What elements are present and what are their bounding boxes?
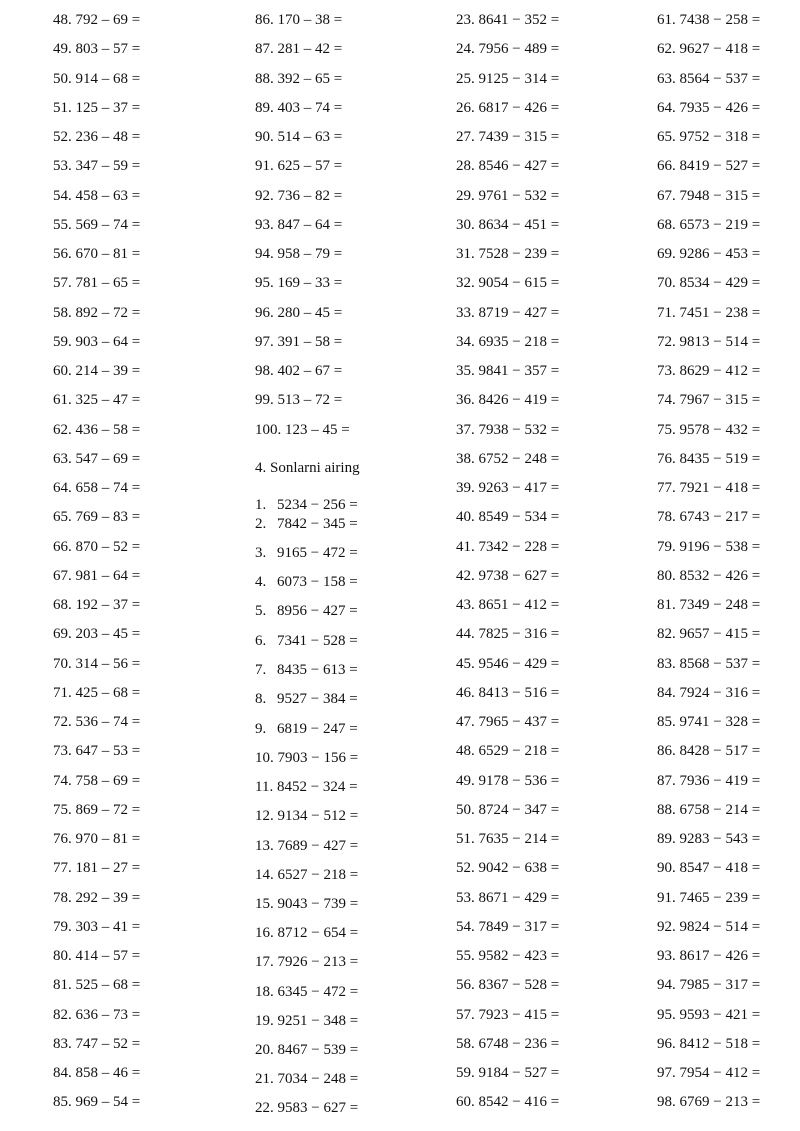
problem-item: 48. 6529 − 218 = [456,743,560,760]
problem-item: 92. 9824 − 514 = [657,918,761,935]
problem-item: 44. 7825 − 316 = [456,626,560,643]
problem-item: 78. 6743 − 217 = [657,509,761,526]
problem-item: 90. 8547 − 418 = [657,860,761,877]
item-number: 4. [255,574,267,590]
problem-item: 82. 9657 − 415 = [657,626,761,643]
problem-item: 69. 203 – 45 = [53,626,141,643]
problem-item: 62. 436 – 58 = [53,421,141,438]
problem-item: 46. 8413 − 516 = [456,684,560,701]
problem-item: 38. 6752 − 248 = [456,450,560,467]
problem-item: 15. 9043 − 739 = [255,896,359,912]
problem-item: 67. 7948 − 315 = [657,187,761,204]
problem-item: 47. 7965 − 437 = [456,714,560,730]
problem-item: 82. 636 – 73 = [53,1006,141,1023]
item-number: 7. [255,662,267,678]
problem-item: 18. 6345 − 472 = [255,983,359,1000]
problem-item: 23. 8641 − 352 = [456,12,560,28]
problem-item: 39. 9263 − 417 = [456,480,560,496]
problem-item: 50. 8724 − 347 = [456,801,560,818]
item-expression: 6819 − 247 = [277,721,358,737]
problem-item: 57. 7923 − 415 = [456,1006,560,1023]
problem-item: 64. 7935 − 426 = [657,99,761,116]
problem-item: 81. 7349 − 248 = [657,597,761,613]
item-expression: 6073 − 158 = [277,574,358,590]
problem-item: 27. 7439 − 315 = [456,129,560,145]
problem-item: 77. 7921 − 418 = [657,480,761,496]
problem-item: 83. 747 – 52 = [53,1035,141,1052]
problem-item: 49. 9178 − 536 = [456,772,560,789]
problem-item: 94. 958 – 79 = [255,246,343,262]
problem-item: 22. 9583 − 627 = [255,1100,359,1117]
problem-item: 72. 9813 − 514 = [657,333,761,350]
problem-item: 52. 9042 − 638 = [456,860,560,877]
problem-item: 60. 214 – 39 = [53,363,141,379]
problem-item: 85. 9741 − 328 = [657,714,761,730]
problem-item: 79. 303 – 41 = [53,918,141,935]
problem-item: 10. 7903 − 156 = [255,750,359,766]
problem-item: 89. 403 – 74 = [255,99,343,116]
problem-item: 86. 8428 − 517 = [657,743,761,760]
problem-item: 63. 8564 − 537 = [657,70,761,87]
problem-item: 30. 8634 − 451 = [456,216,560,233]
problem-item: 56. 8367 − 528 = [456,977,560,994]
problem-item: 17. 7926 − 213 = [255,954,359,971]
problem-item: 48. 792 – 69 = [53,12,141,28]
problem-item [255,720,358,738]
item-number: 8. [255,691,267,707]
problem-item: 98. 6769 − 213 = [657,1094,761,1111]
problem-item: 53. 347 – 59 = [53,158,141,175]
problem-item: 43. 8651 − 412 = [456,597,560,613]
problem-item: 91. 625 – 57 = [255,158,343,175]
problem-item: 60. 8542 − 416 = [456,1094,560,1111]
problem-item [255,515,358,533]
problem-item: 90. 514 – 63 = [255,129,343,145]
problem-item: 34. 6935 − 218 = [456,333,560,350]
problem-item: 93. 8617 − 426 = [657,948,761,964]
problem-item: 20. 8467 − 539 = [255,1042,359,1058]
problem-item: 54. 7849 − 317 = [456,918,560,935]
problem-item: 55. 569 – 74 = [53,216,141,233]
problem-item: 94. 7985 − 317 = [657,977,761,994]
problem-item: 98. 402 – 67 = [255,363,343,379]
item-number: 6. [255,633,267,649]
problem-item: 25. 9125 − 314 = [456,70,560,87]
problem-item: 54. 458 – 63 = [53,187,141,204]
problem-item: 35. 9841 − 357 = [456,363,560,379]
problem-item: 65. 769 – 83 = [53,509,141,526]
problem-item: 74. 758 – 69 = [53,772,141,789]
problem-item [255,661,358,679]
problem-item: 93. 847 – 64 = [255,216,343,233]
problem-item: 61. 325 – 47 = [53,392,141,409]
item-number: 9. [255,721,267,737]
problem-item: 66. 870 – 52 = [53,538,141,555]
problem-item: 76. 970 – 81 = [53,831,141,847]
problem-item: 58. 6748 − 236 = [456,1035,560,1052]
problem-item: 12. 9134 − 512 = [255,808,359,825]
problem-item: 68. 6573 − 219 = [657,216,761,233]
problem-item: 87. 281 – 42 = [255,41,343,58]
item-expression: 9527 − 384 = [277,691,358,707]
problem-item: 73. 8629 − 412 = [657,363,761,379]
problem-item: 92. 736 – 82 = [255,187,343,204]
item-number: 2. [255,516,267,532]
problem-item: 65. 9752 − 318 = [657,129,761,145]
problem-item: 53. 8671 − 429 = [456,889,560,906]
problem-item: 95. 9593 − 421 = [657,1006,761,1023]
problem-item: 84. 7924 − 316 = [657,684,761,701]
problem-item [255,602,358,620]
problem-item: 80. 8532 − 426 = [657,567,761,584]
problem-item: 19. 9251 − 348 = [255,1012,359,1029]
problem-item: 88. 6758 − 214 = [657,801,761,818]
problem-item: 81. 525 – 68 = [53,977,141,994]
problem-item: 75. 869 – 72 = [53,801,141,818]
problem-item: 100. 123 – 45 = [255,421,350,438]
problem-item: 71. 7451 − 238 = [657,304,761,321]
problem-item: 73. 647 – 53 = [53,743,141,760]
problem-item: 57. 781 – 65 = [53,275,141,292]
problem-item: 16. 8712 − 654 = [255,925,359,942]
item-number: 3. [255,545,267,561]
problem-item: 78. 292 – 39 = [53,889,141,906]
problem-item: 80. 414 – 57 = [53,948,141,964]
problem-item: 41. 7342 − 228 = [456,538,560,555]
item-expression: 7842 − 345 = [277,516,358,532]
item-expression: 9165 − 472 = [277,545,358,561]
problem-item: 97. 391 – 58 = [255,333,343,350]
problem-item: 49. 803 – 57 = [53,41,141,58]
problem-item: 28. 8546 − 427 = [456,158,560,175]
problem-item: 99. 513 – 72 = [255,392,343,409]
problem-item: 68. 192 – 37 = [53,597,141,613]
problem-item: 31. 7528 − 239 = [456,246,560,262]
problem-item: 64. 658 – 74 = [53,480,141,496]
problem-item: 36. 8426 − 419 = [456,392,560,409]
problem-item: 72. 536 – 74 = [53,714,141,730]
problem-item: 86. 170 – 38 = [255,12,343,28]
problem-item [255,632,358,650]
problem-item: 11. 8452 − 324 = [255,779,358,796]
problem-item: 26. 6817 − 426 = [456,99,560,116]
problem-item: 51. 125 – 37 = [53,99,141,116]
problem-item: 50. 914 – 68 = [53,70,141,87]
problem-item: 75. 9578 − 432 = [657,421,761,438]
problem-item: 51. 7635 − 214 = [456,831,560,847]
problem-item: 37. 7938 − 532 = [456,421,560,438]
problem-item: 70. 314 – 56 = [53,655,141,672]
problem-item: 96. 8412 − 518 = [657,1035,761,1052]
problem-item: 96. 280 – 45 = [255,304,343,321]
problem-item: 40. 8549 − 534 = [456,509,560,526]
item-number: 1. [255,497,267,513]
problem-item: 74. 7967 − 315 = [657,392,761,409]
problem-item [255,544,358,562]
problem-item: 83. 8568 − 537 = [657,655,761,672]
problem-item: 84. 858 – 46 = [53,1065,141,1081]
problem-item: 62. 9627 − 418 = [657,41,761,58]
problem-item [255,496,358,514]
problem-item: 66. 8419 − 527 = [657,158,761,175]
problem-item: 56. 670 – 81 = [53,246,141,262]
problem-item [255,573,358,591]
problem-item: 77. 181 – 27 = [53,860,141,877]
problem-item: 95. 169 – 33 = [255,275,343,292]
problem-item: 61. 7438 − 258 = [657,12,761,28]
section-heading: 4. Sonlarni airing [255,460,360,476]
problem-item: 21. 7034 − 248 = [255,1071,359,1088]
problem-item: 52. 236 – 48 = [53,129,141,145]
problem-item: 59. 9184 − 527 = [456,1065,560,1081]
problem-item: 79. 9196 − 538 = [657,538,761,555]
problem-item: 71. 425 – 68 = [53,684,141,701]
problem-item: 45. 9546 − 429 = [456,655,560,672]
problem-item: 24. 7956 − 489 = [456,41,560,58]
problem-item: 69. 9286 − 453 = [657,246,761,262]
problem-item: 97. 7954 − 412 = [657,1065,761,1081]
problem-item: 58. 892 – 72 = [53,304,141,321]
problem-item: 59. 903 – 64 = [53,333,141,350]
problem-item [255,690,358,708]
problem-item: 33. 8719 − 427 = [456,304,560,321]
item-expression: 8956 − 427 = [277,603,358,619]
item-expression: 7341 − 528 = [277,633,358,649]
problem-item: 67. 981 – 64 = [53,567,141,584]
problem-item: 76. 8435 − 519 = [657,450,761,467]
problem-item: 42. 9738 − 627 = [456,567,560,584]
problem-item: 89. 9283 − 543 = [657,831,761,847]
problem-item: 55. 9582 − 423 = [456,948,560,964]
problem-item: 70. 8534 − 429 = [657,275,761,292]
problem-item: 63. 547 – 69 = [53,450,141,467]
item-expression: 5234 − 256 = [277,497,358,513]
problem-item: 13. 7689 − 427 = [255,837,359,854]
problem-item: 29. 9761 − 532 = [456,187,560,204]
item-expression: 8435 − 613 = [277,662,358,678]
item-number: 5. [255,603,267,619]
problem-item: 85. 969 – 54 = [53,1094,141,1111]
problem-item: 87. 7936 − 419 = [657,772,761,789]
problem-item: 32. 9054 − 615 = [456,275,560,292]
problem-item: 88. 392 – 65 = [255,70,343,87]
problem-item: 14. 6527 − 218 = [255,866,359,883]
problem-item: 91. 7465 − 239 = [657,889,761,906]
